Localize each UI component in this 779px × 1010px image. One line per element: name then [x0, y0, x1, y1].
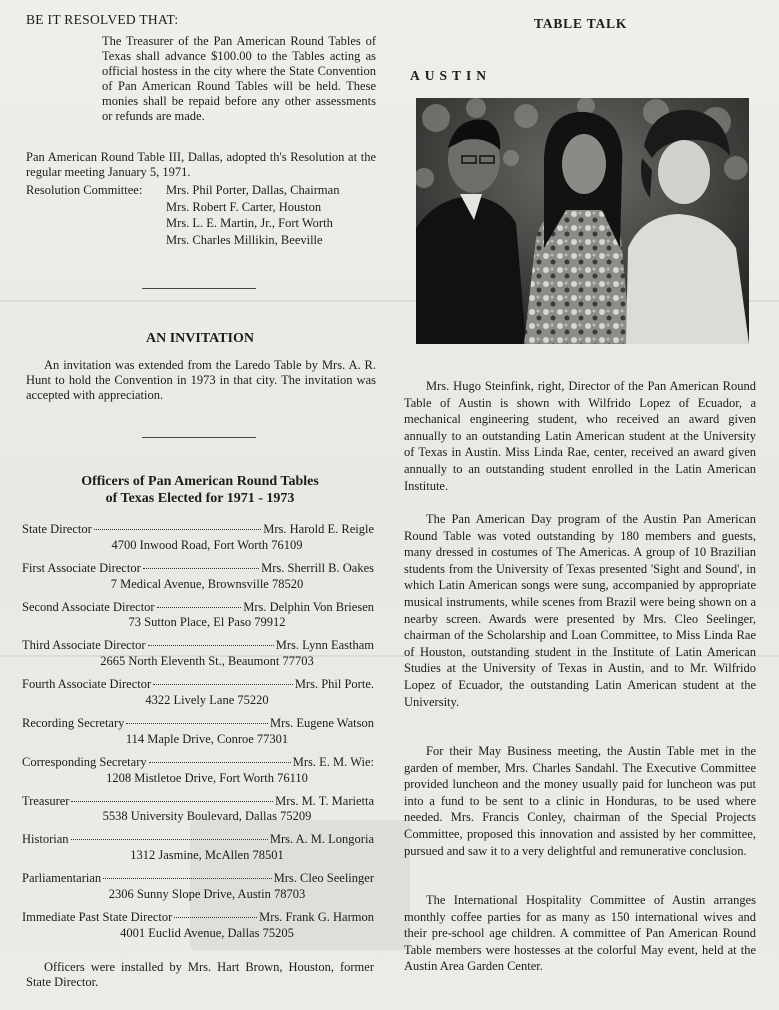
- officer-entry: [22, 755, 374, 787]
- section-divider: [142, 437, 256, 438]
- committee-member: Mrs. Phil Porter, Dallas, Chairman: [166, 183, 340, 197]
- photo-caption: [404, 378, 756, 494]
- officer-line: [22, 638, 374, 654]
- invitation-title: AN INVITATION: [146, 331, 254, 346]
- officer-title: Fourth Associate Director: [22, 677, 152, 692]
- officer-line: [22, 910, 374, 926]
- paragraph-text: The International Hospitality Committee of Austin arranges monthly coffee parties for as many as 150 international wives and their pre-school age children. A committee of Pan American Round Table members were hostesses at the colorful May event, held at the Austin Area Garden Center.: [404, 893, 756, 974]
- officer-entry: [22, 638, 374, 670]
- officer-entry: [22, 600, 374, 632]
- paragraph-text: The Pan American Day program of the Austin Pan American Round Table was voted outstanding by 180 members and guests, many dressed in costumes of The Americas. A group of 10 Brazilian students from the University of Texas presented 'Sight and Sound', in which Latin American songs were sung, accompanied by appropriate musical instruments, while scenes from Brazil were being shown on a nearby screen. Awards were presented by Mrs. Cleo Seelinger, chairman of the Scholarship and Loan Committee, to Miss Linda Rae of Houston, outstanding student in the Institute of Latin American Studies at the University of Texas in Austin, and to Mr. Wilfrido Lopez of Ecuador, the outstanding Latin American student at the University.: [404, 512, 756, 709]
- leader-dots: [143, 568, 259, 569]
- officer-address: 114 Maple Drive, Conroe 77301: [125, 731, 289, 746]
- officers-title-line: of Texas Elected for 1971 - 1973: [105, 491, 295, 506]
- leader-dots: [148, 645, 274, 646]
- officer-entry: [22, 561, 374, 593]
- resolution-heading: BE IT RESOLVED THAT:: [26, 12, 179, 27]
- officer-name: Mrs. Delphin Von Briesen: [243, 599, 374, 614]
- city-heading: AUSTIN: [410, 68, 492, 83]
- officer-address: 4322 Lively Lane 75220: [145, 692, 269, 707]
- officer-address: 4700 Inwood Road, Fort Worth 76109: [111, 537, 303, 552]
- resolution-adopted: [26, 150, 376, 180]
- officer-line: [22, 871, 374, 887]
- leader-dots: [94, 529, 261, 530]
- leader-dots: [103, 878, 272, 879]
- committee-member: Mrs. Charles Millikin, Beeville: [166, 232, 323, 247]
- photo-illustration: [416, 98, 749, 344]
- officer-address: 1208 Mistletoe Drive, Fort Worth 76110: [106, 770, 308, 785]
- committee-member: Mrs. Robert F. Carter, Houston: [166, 199, 322, 214]
- officer-address: 7 Medical Avenue, Brownsville 78520: [110, 576, 304, 591]
- officer-title: Third Associate Director: [22, 638, 146, 653]
- resolution-committee: [26, 182, 386, 248]
- committee-label: Resolution Committee:: [26, 183, 143, 197]
- leader-dots: [149, 762, 291, 763]
- officers-installed-text: Officers were installed by Mrs. Hart Brown, Houston, former State Director.: [26, 960, 374, 989]
- officer-address: 2306 Sunny Slope Drive, Austin 78703: [108, 886, 306, 901]
- officer-title: First Associate Director: [22, 560, 141, 575]
- officer-line: [22, 600, 374, 616]
- officer-name: Mrs. M. T. Marietta: [275, 793, 374, 808]
- section-divider: [142, 288, 256, 289]
- resolution-body: [102, 34, 376, 123]
- officer-address: 1312 Jasmine, McAllen 78501: [130, 848, 284, 863]
- officer-title: Parliamentarian: [22, 871, 102, 886]
- officer-name: Mrs. Cleo Seelinger: [273, 871, 374, 886]
- committee-members: [166, 182, 386, 248]
- paragraph-may-meeting: [404, 743, 756, 859]
- officer-entry: [22, 522, 374, 554]
- officer-entry: [22, 677, 374, 709]
- officer-line: [22, 755, 374, 771]
- officer-title: Corresponding Secretary: [22, 754, 147, 769]
- leader-dots: [174, 917, 257, 918]
- officer-entry: [22, 794, 374, 826]
- officer-address: 5538 University Boulevard, Dallas 75209: [102, 809, 312, 824]
- photo-caption-text: Mrs. Hugo Steinfink, right, Director of the Pan American Round Table of Austin is shown with Wilfrido Lopez of Ecuador, a mechanical engineering student, who received an award given annually to an outstanding Latin American student at the University of Texas in Austin. Miss Linda Rae, center, received an award given annually to an outstanding student enrolled in the Latin American Institute.: [404, 379, 756, 493]
- committee-member: Mrs. L. E. Martin, Jr., Fort Worth: [166, 216, 333, 230]
- officer-address: 73 Sutton Place, El Paso 79912: [128, 615, 286, 630]
- officer-title: Recording Secretary: [22, 716, 125, 730]
- officer-name: Mrs. Phil Porte.: [294, 677, 374, 692]
- officers-title-line: Officers of Pan American Round Tables: [81, 474, 319, 489]
- officer-title: Immediate Past State Director: [22, 910, 173, 924]
- officer-address: 4001 Euclid Avenue, Dallas 75205: [120, 925, 294, 940]
- resolution-adopted-text: Pan American Round Table III, Dallas, adopted th's Resolution at the regular meeting January 5, 1971.: [26, 150, 376, 179]
- leader-dots: [71, 801, 273, 802]
- officer-line: [22, 794, 374, 810]
- resolution-body-text: The Treasurer of the Pan American Round Tables of Texas shall advance $100.00 to the Tables acting as official hostess in the city where the State Convention of Pan American Round Tables will be held. These monies shall be repaid before any other assessments or refunds are made.: [102, 34, 376, 123]
- officer-entry: [22, 910, 374, 942]
- officer-name: Mrs. Frank G. Harmon: [259, 910, 374, 924]
- officer-line: [22, 716, 374, 732]
- leader-dots: [126, 723, 268, 724]
- officer-line: [22, 832, 374, 848]
- paragraph-text: For their May Business meeting, the Austin Table met in the garden of member, Mrs. Charles Sandahl. The Executive Committee provided luncheon and the money usually paid for luncheon was put into a fund to be sent to a clinic in Honduras, to be used where needed. Mrs. Francis Conley, chairman of the Special Projects Committee, proposed this innovation and assisted by her committee, pursued and saw it to a very delightful and remunerative conclusion.: [404, 744, 756, 858]
- paragraph-pan-american-day: [404, 511, 756, 710]
- officer-address: 2665 North Eleventh St., Beaumont 77703: [100, 654, 314, 669]
- officer-entry: [22, 871, 374, 903]
- leader-dots: [153, 684, 293, 685]
- paragraph-hospitality: [404, 892, 756, 975]
- officer-line: [22, 561, 374, 577]
- leader-dots: [157, 607, 242, 608]
- officer-title: State Director: [22, 522, 92, 536]
- officer-entry: [22, 716, 374, 748]
- officer-title: Historian: [22, 832, 69, 847]
- officer-line: [22, 677, 374, 693]
- officers-title: [22, 473, 378, 507]
- officer-name: Mrs. Lynn Eastham: [275, 638, 374, 653]
- officer-entry: [22, 832, 374, 864]
- invitation-body-text: An invitation was extended from the Laredo Table by Mrs. A. R. Hunt to hold the Convention in 1973 in that city. The invitation was accepted with appreciation.: [26, 358, 376, 402]
- officer-title: Treasurer: [22, 793, 70, 808]
- officer-name: Mrs. Sherrill B. Oakes: [261, 560, 374, 575]
- officer-name: Mrs. E. M. Wie:: [292, 754, 374, 769]
- officers-installed: [26, 960, 374, 990]
- invitation-body: [26, 358, 376, 403]
- leader-dots: [71, 839, 268, 840]
- officer-line: [22, 522, 374, 538]
- officer-name: Mrs. Harold E. Reigle: [263, 522, 374, 536]
- officer-name: Mrs. A. M. Longoria: [269, 832, 374, 847]
- officer-name: Mrs. Eugene Watson: [270, 716, 374, 730]
- table-talk-header: TABLE TALK: [534, 16, 628, 31]
- group-photo: [416, 98, 749, 344]
- officer-title: Second Associate Director: [22, 599, 155, 614]
